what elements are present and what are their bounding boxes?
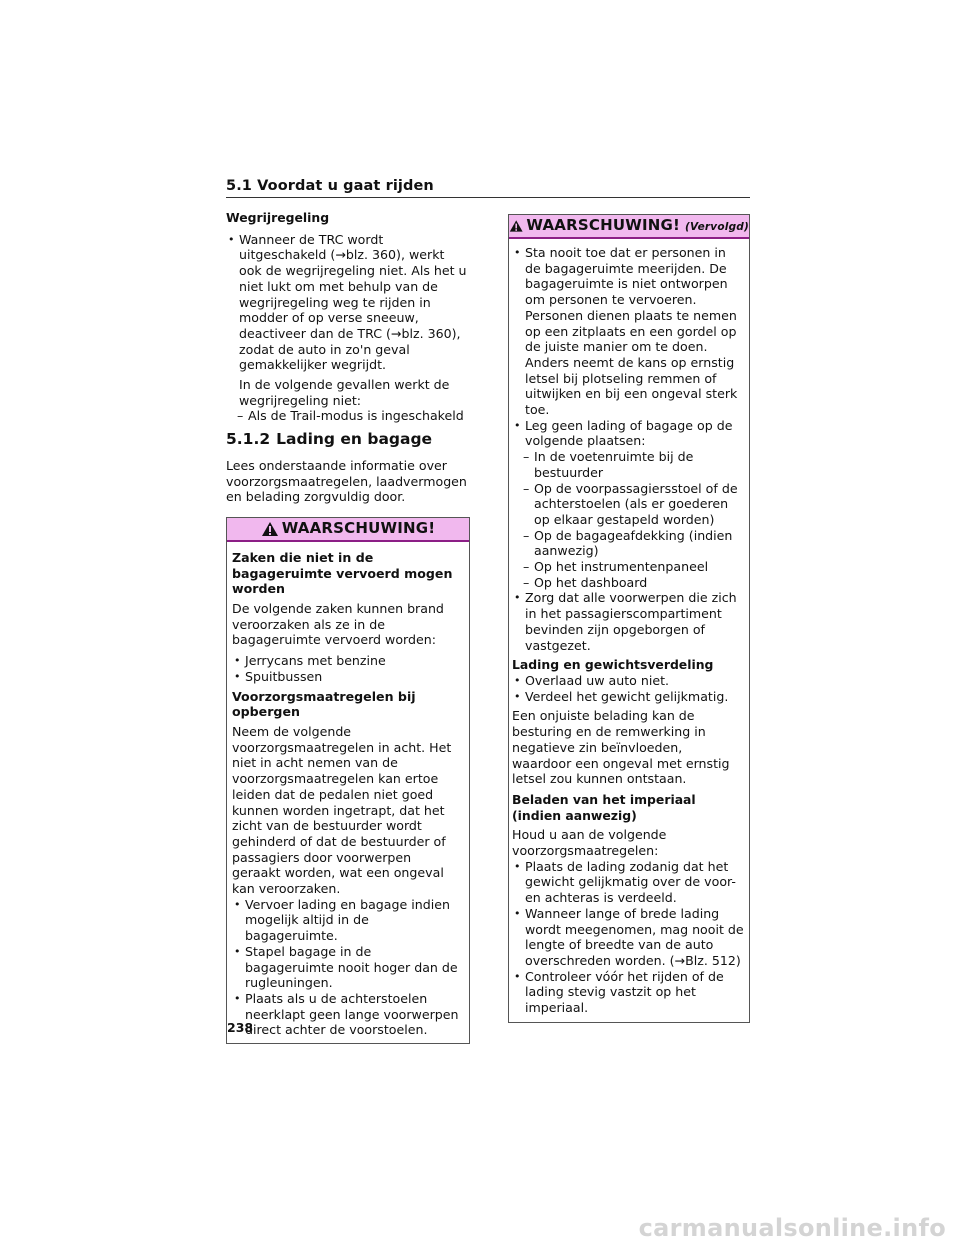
list-item: • Controleer vóór het rijden of de lading stevig vastzit op het imperiaal. <box>512 969 745 1016</box>
dash-item: – Op het instrumentenpaneel <box>512 559 745 575</box>
warning-subtitle-2: Beladen van het imperiaal (indien aanwezig) <box>512 791 696 823</box>
section-header <box>226 178 750 198</box>
list-item: • Sta nooit toe dat er personen in de bagageruimte meerijden. De bagageruimte is niet ontworpen om personen te vervoeren. Personen dienen plaats te nemen op een zitplaats en een gordel op de juiste manier om te doen. Anders neemt de kans op ernstig letsel bij plotseling remmen of uitwijken en bij een ongeval sterk toe. <box>512 245 745 418</box>
list-item: • Leg geen lading of bagage op de volgende plaatsen: <box>512 418 745 449</box>
warning-paragraph-1: De volgende zaken kunnen brand veroorzaken als ze in de bagageruimte vervoerd worden: <box>232 601 444 648</box>
section-heading <box>226 432 470 448</box>
warning-body <box>227 542 469 1038</box>
list-item: • Vervoer lading en bagage indien mogelijk altijd in de bagageruimte. <box>232 897 463 944</box>
left-column <box>226 208 470 1044</box>
warning-paragraph-1: Een onjuiste belading kan de besturing en de remwerking in negatieve zin beïnvloeden, waardoor een ongeval met ernstig letsel zou kunnen ontstaan. <box>512 708 730 787</box>
intro-paragraph: Lees onderstaande informatie over voorzorgsmaatregelen, laadvermogen en belading zorgvuldig door. <box>226 457 467 505</box>
section-rule <box>226 197 750 198</box>
list-item: • Wanneer lange of brede lading wordt meegenomen, mag nooit de lengte of breedte van de auto overschreden worden. (→Blz. 512) <box>512 906 745 969</box>
warning-paragraph-2: Houd u aan de volgende voorzorgsmaatregelen: <box>512 827 667 859</box>
list-item: • Stapel bagage in de bagageruimte nooit hoger dan de rugleuningen. <box>232 944 463 991</box>
list-item: • Overlaad uw auto niet. <box>512 673 745 689</box>
dash-item: – Op het dashboard <box>512 575 745 591</box>
heading-number: 5.1.2 <box>226 430 271 449</box>
warning-subtitle-2: Voorzorgsmaatregelen bij opbergen <box>232 688 416 720</box>
warning-box-continued <box>508 214 750 1023</box>
dash-item: – Op de bagageafdekking (indien aanwezig) <box>512 528 745 559</box>
list-item: • Plaats als u de achterstoelen neerklapt geen lange voorwerpen direct achter de voorstoelen. <box>232 991 463 1038</box>
list-item: • Zorg dat alle voorwerpen die zich in het passagierscompartiment bevinden zijn opgeborgen of vastgezet. <box>512 590 745 653</box>
dash-item: – Op de voorpassagiersstoel of de achterstoelen (als er goederen op elkaar gestapeld worden) <box>512 481 745 528</box>
warning-title: WAARSCHUWING! <box>526 216 681 235</box>
trc-followup: In de volgende gevallen werkt de wegrijregeling niet: <box>239 377 450 408</box>
trc-dash-item: – Als de Trail-modus is ingeschakeld <box>226 408 470 424</box>
right-column <box>508 214 750 1023</box>
list-item: • Verdeel het gewicht gelijkmatig. <box>512 689 745 705</box>
continued-label: (Vervolgd) <box>685 220 749 233</box>
warning-box <box>226 517 470 1044</box>
dash-item: – In de voetenruimte bij de bestuurder <box>512 449 745 480</box>
section-title: 5.1 Voordat u gaat rijden <box>226 178 434 194</box>
wegrijregeling-title: Wegrijregeling <box>226 210 330 225</box>
list-item: • Jerrycans met benzine <box>232 653 463 669</box>
warning-header-continued <box>509 215 749 239</box>
warning-header <box>227 518 469 542</box>
trc-bullet: • Wanneer de TRC wordt uitgeschakeld (→blz. 360), werkt ook de wegrijregeling niet. Als het u niet lukt om met behulp van de wegrijregeling weg te rijden in modder of op verse sneeuw, deactiveer dan de TRC (→blz. 360), zodat de auto in zo'n geval gemakkelijker wegrijdt. <box>226 232 470 373</box>
warning-subtitle-1: Lading en gewichtsverdeling <box>512 657 714 673</box>
list-item: • Plaats de lading zodanig dat het gewicht gelijkmatig over de voor- en achteras is verdeeld. <box>512 859 745 906</box>
warning-triangle-icon <box>261 521 279 537</box>
warning-triangle-icon <box>509 218 523 234</box>
warning-paragraph-2: Neem de volgende voorzorgsmaatregelen in acht. Het niet in acht nemen van de voorzorgsmaatregelen kan ertoe leiden dat de pedalen niet goed kunnen worden ingetrapt, dat het zicht van de bestuurder wordt gehinderd of dat de bestuurder of passagiers door voorwerpen geraakt worden, wat een ongeval kan veroorzaken. <box>232 723 452 897</box>
warning-title: WAARSCHUWING! <box>281 519 436 538</box>
page-number: 238 <box>227 1020 254 1035</box>
warning-body-continued <box>509 239 749 1016</box>
heading-text: Lading en bagage <box>276 430 433 449</box>
watermark: carmanualsonline.info <box>638 1214 946 1242</box>
warning-subtitle-1: Zaken die niet in de bagageruimte vervoerd mogen worden <box>232 549 453 597</box>
list-item: • Spuitbussen <box>232 669 463 685</box>
